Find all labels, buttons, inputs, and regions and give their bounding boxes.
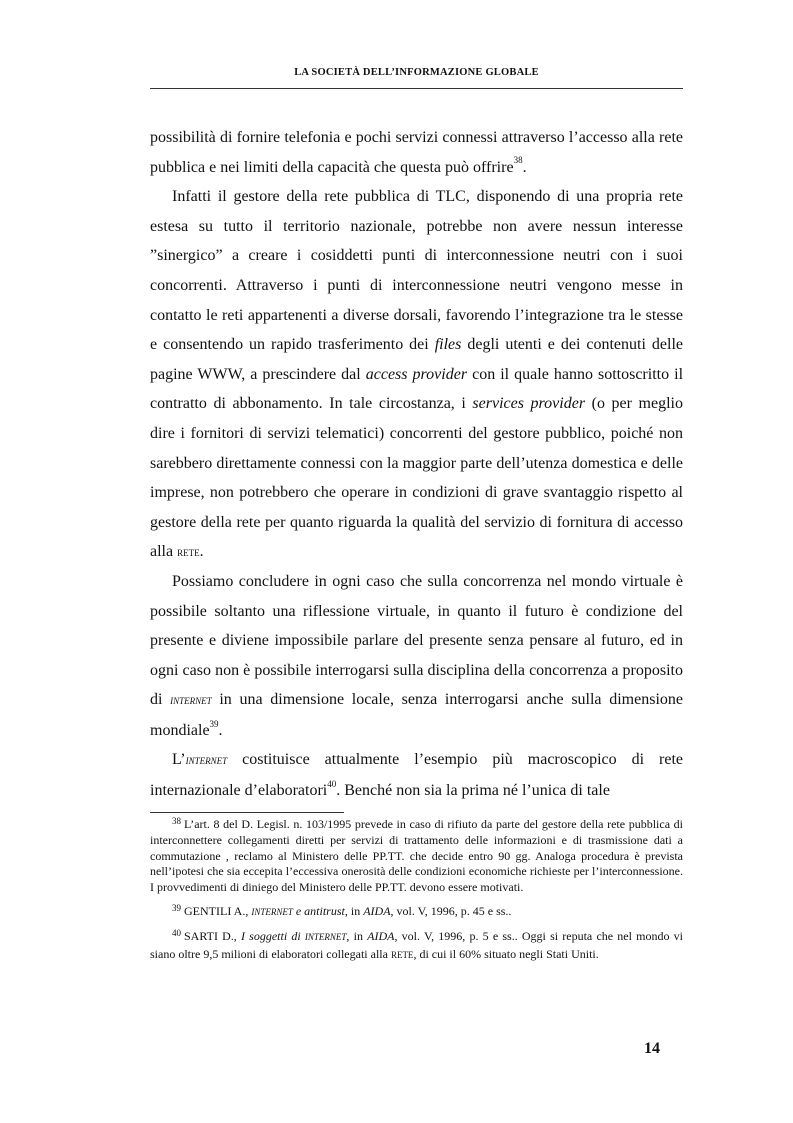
footnotes xyxy=(150,817,683,971)
footnote-38 xyxy=(150,817,683,895)
smallcaps-term: internet xyxy=(251,904,293,919)
footnote-text: SARTI D., xyxy=(184,929,241,944)
paragraph-2 xyxy=(150,182,683,567)
footnote-mark: 39 xyxy=(172,903,181,914)
header-divider xyxy=(150,88,683,89)
italic-term: access provider xyxy=(365,365,468,383)
body-text xyxy=(150,123,683,806)
footnote-text: , in xyxy=(344,904,364,919)
footnote-ref-38[interactable]: 38 xyxy=(513,155,523,166)
paragraph-text: degli utenti e dei contenuti delle pagine WWW, a prescindere dal xyxy=(150,336,683,383)
paragraph-text: . xyxy=(522,158,527,176)
paragraph-text: in una dimensione locale, senza interrogarsi anche sulla dimensione mondiale xyxy=(150,691,683,739)
smallcaps-term: rete xyxy=(390,945,414,961)
paragraph-text: . xyxy=(199,543,204,561)
paragraph-3 xyxy=(150,567,683,746)
italic-term: I soggetti di xyxy=(241,929,305,944)
paragraph-text: costituisce attualmente l’esempio più macroscopico di rete internazionale d’elaboratori xyxy=(150,751,683,800)
smallcaps-term: internet xyxy=(185,753,228,768)
footnote-mark: 40 xyxy=(172,928,181,939)
footnote-mark: 38 xyxy=(172,816,181,826)
paragraph-text: Possiamo concludere in ogni caso che sulla concorrenza nel mondo virtuale è possibile soltanto una riflessione virtuale, in quanto il futuro è condizione del presente e diviene impossibile parlare del presente senza pensare al futuro, ed in ogni caso non è possibile interrogarsi sulla disciplina della concorrenza a proposito di xyxy=(150,572,683,709)
footnote-text: , di cui il 60% situato negli Stati Uniti. xyxy=(413,946,599,961)
italic-term: AIDA xyxy=(367,929,395,944)
italic-term: AIDA xyxy=(363,904,391,919)
paragraph-text: (o per meglio dire i fornitori di servizi telematici) concorrenti del gestore pubblico, poiché non sarebbero direttamente connessi con la maggior parte dell’utenza domestica e delle imprese, non potrebbero che operare in condizioni di grave svantaggio rispetto al gestore della rete per quanto riguarda la qualità del servizio di fornitura di accesso alla xyxy=(150,395,683,561)
paragraph-text: . Benché non sia la prima né l’unica di tale xyxy=(336,782,610,800)
paragraph-text: . xyxy=(218,721,223,739)
footnote-text: GENTILI A., xyxy=(184,904,252,919)
paragraph-1 xyxy=(150,123,683,182)
footnote-text: , in xyxy=(346,929,368,944)
italic-term: files xyxy=(434,336,462,354)
footnote-text: , vol. V, 1996, p. 5 e ss.. Oggi si reputa che nel mondo vi siano oltre 9,5 milioni di elaboratori collegati alla xyxy=(150,929,683,961)
paragraph-text: L’ xyxy=(172,751,186,769)
paragraph-text: con il quale hanno sottoscritto il contratto di abbonamento. In tale circostanza, i xyxy=(150,365,684,413)
footnote-divider xyxy=(150,812,344,813)
footnote-39 xyxy=(150,904,683,920)
smallcaps-term: internet xyxy=(304,929,347,944)
paragraph-text: possibilità di fornire telefonia e pochi servizi connessi attraverso l’accesso alla rete pubblica e nei limiti della capacità che questa può offrire xyxy=(150,129,683,176)
page-number: 14 xyxy=(644,1040,660,1057)
paragraph-text: Infatti il gestore della rete pubblica di TLC, disponendo di una propria rete estesa su tutto il territorio nazionale, potrebbe non avere nessun interesse ”sinergico” a creare i cosiddetti punti di interconnessione neutri con i suoi concorrenti. Attraverso i punti di interconnessione neutri vengono messe in contatto le reti appartenenti a diverse dorsali, favorendo l’integrazione tra le stesse e consentendo un rapido trasferimento dei xyxy=(150,188,683,354)
italic-term: e antitrust xyxy=(292,904,345,919)
smallcaps-term: rete xyxy=(177,544,200,560)
footnote-text: L’art. 8 del D. Legisl. n. 103/1995 prevede in caso di rifiuto da parte del gestore della rete pubblica di interconnettere collegamenti diretti per servizi di trattamento delle informazioni e di trasmissione dati a commutazione , reclamo al Ministero delle PP.TT. che decide entro 90 gg. Analoga procedura è prevista nell’ipotesi che sia eccepita l’eccessiva onerosità delle condizioni economiche richieste per l’interconnessione. I provvedimenti di diniego del Ministero delle PP.TT. devono essere motivati. xyxy=(150,817,683,894)
footnote-ref-40[interactable]: 40 xyxy=(327,778,337,789)
footnote-text: , vol. V, 1996, p. 45 e ss.. xyxy=(390,904,512,919)
footnote-ref-39[interactable]: 39 xyxy=(209,718,219,729)
smallcaps-term: internet xyxy=(170,693,212,708)
paragraph-4 xyxy=(150,745,683,805)
running-header: LA SOCIETÀ DELL’INFORMAZIONE GLOBALE xyxy=(294,67,539,78)
italic-term: services provider xyxy=(472,395,586,413)
footnote-40 xyxy=(150,929,683,962)
